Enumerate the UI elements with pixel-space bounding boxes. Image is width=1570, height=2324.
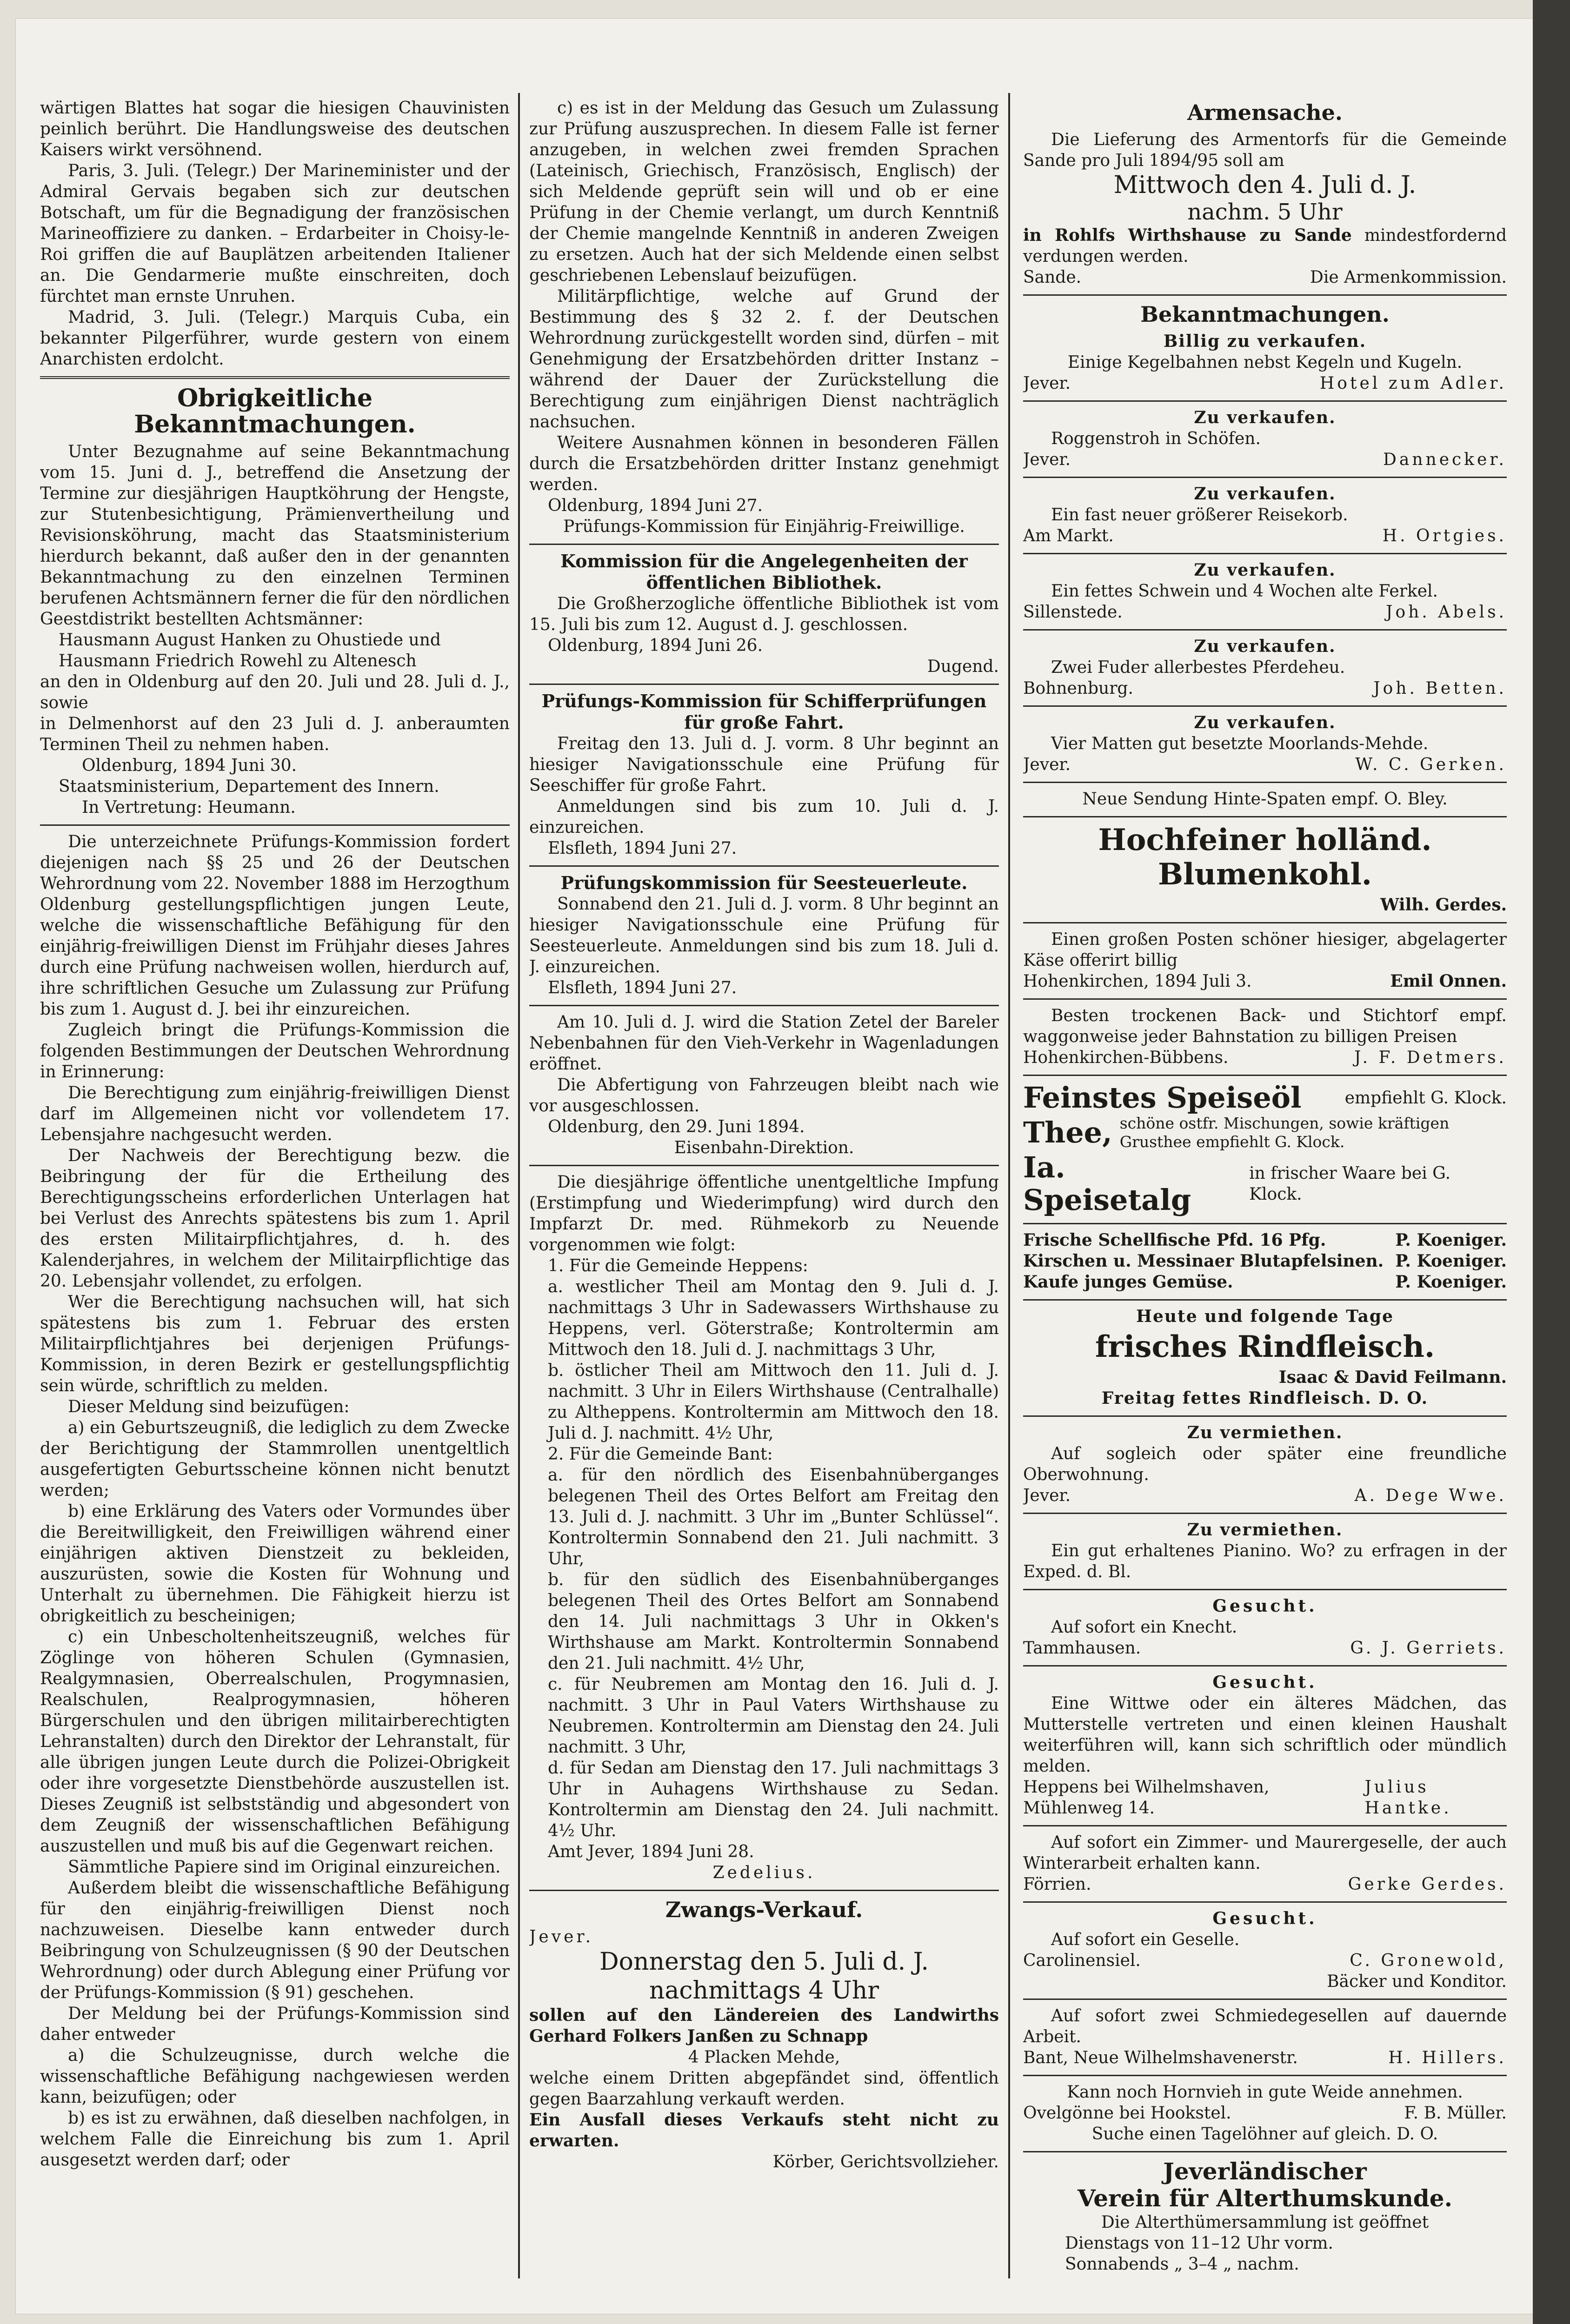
notice-paragraph: Außerdem bleibt die wissenschaftliche Befähigung für den einjährig-freiwilligen Dienst noch nachzuweisen. Dieselbe kann entweder durch Beibringung von Schulzeugnissen (§ 90 der Deutschen Wehrordnung) oder durch Ablegung einer Prüfung vor der Prüfungs-Kommission (§ 91) geschehen.: [40, 1879, 510, 2002]
ad-signature: Joh. Betten.: [1373, 679, 1507, 698]
ad-place: Am Markt.: [1023, 526, 1114, 545]
ad-signature: G. J. Gerriets.: [1350, 1639, 1507, 1658]
divider: [1023, 294, 1507, 296]
divider: [1023, 705, 1507, 707]
ad-signature: P. Koeniger.: [1395, 1230, 1507, 1250]
ad-signature: Wilh. Gerdes.: [1380, 895, 1507, 915]
divider: [1023, 2075, 1507, 2076]
ad-text: Auf sogleich oder später eine freundliche Oberwohnung.: [1023, 1444, 1507, 1484]
ad-text: Auf sofort ein Zimmer- und Maurergeselle, der auch Winterarbeit erhalten kann.: [1023, 1833, 1507, 1873]
divider: [529, 684, 999, 685]
column-2: [529, 98, 999, 2278]
divider: [529, 1165, 999, 1166]
divider: [1023, 1075, 1507, 1076]
ad-text: Ein gut erhaltenes Pianino. Wo? zu erfragen in der Exped. d. Bl.: [1023, 1541, 1507, 1581]
ad-heading: Gesucht.: [1212, 1673, 1317, 1692]
divider: [1023, 1901, 1507, 1903]
ad-signature: Dannecker.: [1383, 450, 1507, 469]
news-paragraph: Madrid, 3. Juli. (Telegr.) Marquis Cuba, ein bekannter Pilgerführer, wurde gestern von einem Anarchisten erdolcht.: [40, 308, 510, 369]
divider: [1023, 1513, 1507, 1514]
divider: [1023, 816, 1507, 817]
news-paragraph: wärtigen Blattes hat sogar die hiesigen Chauvinisten peinlich berührt. Die Handlungsweise des deutschen Kaisers wirkt versöhnend.: [40, 99, 510, 159]
ad-headline: Jeverländischer: [1163, 2158, 1367, 2185]
divider: [1023, 1665, 1507, 1667]
notice-item: d. für Sedan am Dienstag den 17. Juli nachmittags 3 Uhr in Auhagens Wirthshause zu Sedan. Kontroltermin am Dienstag den 24. Juli nachmitt. 4½ Uhr.: [548, 1759, 999, 1840]
divider: [40, 376, 510, 379]
divider: [1023, 782, 1507, 783]
ad-signature: Gerke Gerdes.: [1348, 1875, 1507, 1894]
ad-signature: H. Hillers.: [1388, 2048, 1507, 2067]
ad-text: Vier Matten gut besetzte Moorlands-Mehde.: [1051, 734, 1429, 753]
ad-text: Suche einen Tagelöhner auf gleich. D. O.: [1091, 2125, 1438, 2144]
ad-signature: Hotel zum Adler.: [1319, 374, 1507, 393]
ad-headline: Hochfeiner holländ. Blumenkohl.: [1098, 823, 1432, 892]
notice-heading: Prüfungskommission für Seesteuerleute.: [560, 872, 968, 893]
ad-place: Jever.: [1023, 755, 1071, 774]
notice-heading: Prüfungs-Kommission für Schifferprüfungen für große Fahrt.: [541, 691, 987, 733]
notice-date: Oldenburg, 1894 Juni 30.: [82, 756, 297, 775]
column-rule: [1008, 93, 1010, 2278]
ad-text: Kann noch Hornvieh in gute Weide annehmen.: [1067, 2083, 1463, 2102]
ad-text: schöne ostfr. Mischungen, sowie kräftigen Grusthee empfiehlt G. Klock.: [1119, 1114, 1450, 1151]
notice-paragraph: c) ein Unbescholtenheitszeugniß, welches für Zöglinge von höheren Schulen (Gymnasien, Realgymnasien, Oberrealschulen, Progymnasien, Realschulen, Realprogymnasien, höheren Bürgerschulen und den übrigen militairberechtigten Lehranstalten) durch den Direktor der Lehranstalt, für alle übrigen jungen Leute durch die Polizei-Obrigkeit oder ihre vorgesetzte Dienstbehörde auszustellen ist. Dieses Zeugniß ist selbstständig und abgesondert von dem Zeugniß der wissenschaftlichen Befähigung auszustellen und muß bis auf die Gegenwart reichen.: [40, 1627, 510, 1856]
ad-text: Auf sofort zwei Schmiedegesellen auf dauernde Arbeit.: [1023, 2006, 1507, 2046]
ad-heading: Zu verkaufen.: [1194, 560, 1336, 580]
divider: [1023, 477, 1507, 478]
ad-text: Dienstags von 11–12 Uhr vorm.: [1065, 2234, 1333, 2253]
notice-signature: Körber, Gerichtsvollzieher.: [772, 2152, 999, 2171]
ad-place: Ovelgönne bei Hookstel.: [1023, 2104, 1231, 2123]
ad-heading: Zu verkaufen.: [1194, 637, 1336, 656]
notice-paragraph: Dieser Meldung sind beizufügen:: [68, 1397, 350, 1416]
ad-signature: P. Koeniger.: [1395, 1272, 1507, 1292]
ad-signature: F. B. Müller.: [1404, 2104, 1507, 2123]
ad-signature: Die Armenkommission.: [1310, 268, 1507, 287]
notice-signature: Eisenbahn-Direktion.: [674, 1138, 854, 1157]
notice-line: Hausmann Friedrich Rowehl zu Altenesch: [59, 651, 417, 671]
notice-paragraph: b) eine Erklärung des Vaters oder Vormundes über die Bereitwilligkeit, den Freiwilligen während einer einjährigen aktiven Dienstzeit zu bekleiden, auszurüsten, sowie die Kosten für Wohnung und Unterhalt zu übernehmen. Die Fähigkeit hierzu ist obrigkeitlich zu bescheinigen;: [40, 1502, 510, 1626]
ad-text: Eine Wittwe oder ein älteres Mädchen, das Mutterstelle vertreten und einen kleinen Haushalt weiterführen will, kann sich schriftlich oder mündlich melden.: [1023, 1694, 1507, 1776]
notice-item: a. für den nördlich des Eisenbahnüberganges belegenen Theil des Ortes Belfort am Freitag den 13. Juli d. J. nachmitt. 3 Uhr im „Bunter Schlüssel“. Kontroltermin Sonnabend den 21. Juli nachmitt. 3 Uhr,: [548, 1466, 999, 1568]
notice-paragraph: Wer die Berechtigung nachsuchen will, hat sich spätestens bis zum 1. Februar des ersten Militairpflichtjahres bei derjenigen Prüfungs-Kommission, in deren Bezirk er gestellungspflichtig sein würde, schriftlich zu melden.: [40, 1293, 510, 1395]
notice-date: Elsfleth, 1894 Juni 27.: [548, 839, 737, 858]
section-heading: Bekanntmachungen.: [1140, 302, 1390, 327]
notice-paragraph: Sonnabend den 21. Juli d. J. vorm. 8 Uhr beginnt an hiesiger Navigationsschule eine Prüfung für Seesteuerleute. Anmeldungen sind bis zum 18. Juli d. J. einzureichen.: [529, 895, 999, 976]
notice-item: c. für Neubremen am Montag den 16. Juli d. J. nachmitt. 3 Uhr in Paul Vaters Wirthshause zu Neubremen. Kontroltermin am Dienstag den 24. Juli nachmitt. 3 Uhr,: [548, 1675, 999, 1757]
ad-place: Jever.: [1023, 1486, 1071, 1505]
ad-text: Frische Schellfische Pfd. 16 Pfg.: [1023, 1230, 1326, 1250]
ad-place: Carolinensiel.: [1023, 1951, 1141, 1970]
ad-text: Zwei Fuder allerbestes Pferdeheu.: [1051, 658, 1345, 677]
notice-line: 1. Für die Gemeinde Heppens:: [548, 1256, 808, 1275]
ad-signature: W. C. Gerken.: [1355, 755, 1507, 774]
ad-signature: Isaac & David Feilmann.: [1278, 1368, 1507, 1387]
ad-heading: Zu verkaufen.: [1194, 408, 1336, 427]
sale-time: nachmittags 4 Uhr: [649, 1977, 879, 2005]
ad-place: Sillenstede.: [1023, 603, 1123, 622]
ad-headline: Thee,: [1023, 1116, 1112, 1149]
ad-heading: Zu verkaufen.: [1194, 484, 1336, 504]
ad-text: Auf sofort ein Knecht.: [1051, 1618, 1237, 1637]
notice-signature: Zedelius.: [712, 1863, 816, 1882]
news-paragraph: Paris, 3. Juli. (Telegr.) Der Marineminister und der Admiral Gervais begaben sich zur deutschen Botschaft, um für die Begnadigung der französischen Marineoffiziere zu danken. – Erdarbeiter in Choisy-le-Roi griffen die auf Bauplätzen arbeitenden Italiener an. Die Gendarmerie mußte einschreiten, doch fürchtet man ernste Unruhen.: [40, 161, 510, 306]
ad-headline: frisches Rindfleisch.: [1095, 1329, 1435, 1364]
notice-paragraph: Zugleich bringt die Prüfungs-Kommission die folgenden Bestimmungen der Deutschen Wehrordnung in Erinnerung:: [40, 1021, 510, 1082]
notice-place: in Rohlfs Wirthshause zu Sande: [1023, 226, 1352, 245]
notice-heading: Kommission für die Angelegenheiten der öffentlichen Bibliothek.: [560, 551, 968, 593]
ad-heading: Heute und folgende Tage: [1136, 1307, 1394, 1326]
ad-text: Freitag fettes Rindfleisch. D. O.: [1101, 1388, 1429, 1408]
divider: [1023, 2151, 1507, 2152]
notice-paragraph: welche einem Dritten abgepfändet sind, öffentlich gegen Baarzahlung verkauft werden.: [529, 2069, 999, 2109]
notice-paragraph: Die unterzeichnete Prüfungs-Kommission fordert diejenigen nach §§ 25 und 26 der Deutschen Wehrordnung vom 22. November 1888 im Herzogthum Oldenburg gestellungspflichtigen jungen Leute, welche die wissenschaftliche Befähigung für den einjährig-freiwilligen Dienst im Frühjahr dieses Jahres durch eine Prüfung nachweisen wollen, hierdurch auf, ihre schriftlichen Gesuche um Zulassung zur Prüfung bis zum 1. August d. J. bei ihr einzureichen.: [40, 832, 510, 1019]
ad-signature: Joh. Abels.: [1386, 603, 1507, 622]
divider: [1023, 400, 1507, 402]
ad-text: empfiehlt G. Klock.: [1344, 1088, 1507, 1108]
notice-signature: Staatsministerium, Departement des Innern.: [59, 777, 439, 796]
notice-paragraph: b) es ist zu erwähnen, daß dieselben nachfolgen, in welchem Falle die Einreichung bis zum 1. April ausgesetzt werden darf; oder: [40, 2109, 510, 2170]
ad-signature: Emil Onnen.: [1390, 971, 1507, 991]
ad-text: Neue Sendung Hinte-Spaten empf. O. Bley.: [1082, 790, 1448, 809]
ad-headline: Feinstes Speiseöl: [1023, 1081, 1302, 1115]
notice-paragraph: Der Nachweis der Berechtigung bezw. die Beibringung der für die Ertheilung des Berechtigungsscheins erforderlichen Unterlagen hat bei Verlust des Anrechts spätestens bis zum 1. April des ersten Militairpflichtjahres, d. h. des Kalenderjahres, in welchem der Militairpflichtige das 20. Lebensjahr vollendet, zu erfolgen.: [40, 1146, 510, 1291]
notice-paragraph: Anmeldungen sind bis zum 10. Juli d. J. einzureichen.: [529, 797, 999, 837]
ad-signature: Bäcker und Konditor.: [1327, 1972, 1507, 1991]
divider: [1023, 1223, 1507, 1224]
notice-item: b. östlicher Theil am Mittwoch den 11. Juli d. J. nachmitt. 3 Uhr in Eilers Wirthshause (Centralhalle) zu Altheppens. Kontroltermin am Mittwoch den 18. Juli d. J. nachmitt. 4½ Uhr,: [548, 1361, 999, 1443]
divider: [1023, 922, 1507, 923]
column-1: [40, 98, 510, 2278]
notice-paragraph: Die Berechtigung zum einjährig-freiwilligen Dienst darf im Allgemeinen nicht vor vollendetem 17. Lebensjahre nachgesucht werden.: [40, 1083, 510, 1144]
notice-paragraph: a) die Schulzeugnisse, durch welche die wissenschaftliche Befähigung nachgewiesen werden kann, beizufügen; oder: [40, 2046, 510, 2107]
ad-headline: Verein für Alterthumskunde.: [1078, 2185, 1452, 2212]
notice-date: Amt Jever, 1894 Juni 28.: [548, 1842, 754, 1861]
divider: [1023, 1825, 1507, 1826]
ad-place: Sande.: [1023, 268, 1082, 287]
ad-place: Tammhausen.: [1023, 1639, 1141, 1658]
ad-place: Förrien.: [1023, 1875, 1091, 1894]
divider: [1023, 1415, 1507, 1417]
notice-paragraph: Die diesjährige öffentliche unentgeltliche Impfung (Erstimpfung und Wiederimpfung) wird durch den Impfarzt Dr. med. Rühmekorb zu Neuende vorgenommen wie folgt:: [529, 1173, 999, 1255]
notice-line: an den in Oldenburg auf den 20. Juli und 28. Juli d. J., sowie: [40, 672, 510, 712]
ad-heading: Billig zu verkaufen.: [1163, 332, 1367, 351]
notice-line: Hausmann August Hanken zu Ohustiede und: [59, 631, 441, 650]
ad-text: Roggenstroh in Schöfen.: [1051, 429, 1261, 448]
ad-text: Kirschen u. Messinaer Blutapfelsinen.: [1023, 1251, 1384, 1271]
column-3: [1023, 98, 1507, 2278]
notice-paragraph: Sämmtliche Papiere sind im Original einzureichen.: [68, 1858, 501, 1877]
divider: [529, 865, 999, 867]
section-heading: Zwangs-Verkauf.: [665, 1897, 863, 1922]
notice-signature: In Vertretung: Heumann.: [82, 798, 296, 817]
column-rule: [518, 93, 520, 2278]
ad-signature: C. Gronewold,: [1350, 1951, 1507, 1970]
ad-text: Sonnabends „ 3–4 „ nachm.: [1065, 2255, 1299, 2274]
divider: [1023, 629, 1507, 631]
ad-text: Kaufe junges Gemüse.: [1023, 1272, 1233, 1292]
notice-date: Oldenburg, 1894 Juni 26.: [548, 636, 763, 655]
notice-paragraph: Weitere Ausnahmen können in besonderen Fällen durch die Ersatzbehörden dritter Instanz genehmigt werden.: [529, 433, 999, 494]
divider: [1023, 1589, 1507, 1590]
ad-signature: A. Dege Wwe.: [1354, 1486, 1507, 1505]
ad-heading: Gesucht.: [1212, 1596, 1317, 1616]
notice-line: mindestfordernd verdungen werden.: [1023, 226, 1507, 266]
notice-paragraph: c) es ist in der Meldung das Gesuch um Zulassung zur Prüfung auszusprechen. In diesem Falle ist ferner anzugeben, in welchen zwei fremden Sprachen (Lateinisch, Griechisch, Französisch, Englisch) der sich Meldende geprüft sein will und ob er eine Prüfung in der Chemie verlangt, um durch Kenntniß der Chemie mangelnde Kenntniß in anderen Zweigen zu ersetzen. Auch hat der sich Meldende einen selbst geschriebenen Lebenslauf beizufügen.: [529, 99, 999, 285]
sale-date: Donnerstag den 5. Juli d. J.: [599, 1948, 929, 1976]
notice-date: Oldenburg, 1894 Juni 27.: [548, 496, 763, 515]
ad-place: Heppens bei Wilhelmshaven, Mühlenweg 14.: [1023, 1778, 1270, 1818]
ad-heading: Gesucht.: [1212, 1909, 1317, 1928]
ad-signature: H. Ortgies.: [1382, 526, 1507, 545]
notice-date: Oldenburg, den 29. Juni 1894.: [548, 1117, 805, 1136]
ad-text: Ein fast neuer größerer Reisekorb.: [1051, 505, 1348, 525]
ad-signature: J. F. Detmers.: [1354, 1048, 1507, 1067]
ad-heading: Zu verkaufen.: [1194, 713, 1336, 732]
ad-heading: Zu vermiethen.: [1187, 1423, 1343, 1442]
ad-place: Bohnenburg.: [1023, 679, 1133, 698]
notice-paragraph: Militärpflichtige, welche auf Grund der Bestimmung des § 32 2. f. der Deutschen Wehrordnung zurückgestellt worden sind, dürfen – mit Genehmigung der Ersatzbehörden dritter Instanz – während der Dauer der Zurückstellung die Berechtigung zum einjährigen Dienst nachträglich nachsuchen.: [529, 287, 999, 432]
notice-paragraph: Ein Ausfall dieses Verkaufs steht nicht zu erwarten.: [529, 2110, 999, 2151]
notice-paragraph: Die Lieferung des Armentorfs für die Gemeinde Sande pro Juli 1894/95 soll am: [1023, 130, 1507, 170]
ad-text: Besten trockenen Back- und Stichtorf empf. waggonweise jeder Bahnstation zu billigen Preisen: [1023, 1006, 1507, 1046]
notice-time: nachm. 5 Uhr: [1187, 199, 1343, 225]
notice-paragraph: Freitag den 13. Juli d. J. vorm. 8 Uhr beginnt an hiesiger Navigationsschule eine Prüfung für Seeschiffer für große Fahrt.: [529, 734, 999, 795]
notice-paragraph: Der Meldung bei der Prüfungs-Kommission sind daher entweder: [40, 2004, 510, 2044]
notice-item: a. westlicher Theil am Montag den 9. Juli d. J. nachmittags 3 Uhr in Sadewassers Wirthshause zu Heppens, verl. Göterstraße; Kontroltermin am Mittwoch den 18. Juli d. J. nachmittags 3 Uhr,: [548, 1277, 999, 1359]
notice-date: Mittwoch den 4. Juli d. J.: [1113, 171, 1417, 199]
notice-signature: Dugend.: [927, 657, 999, 676]
notice-item: b. für den südlich des Eisenbahnüberganges belegenen Theil des Ortes Belfort am Sonnabend den 14. Juli nachmittags 3 Uhr in Okken's Wirthshause am Markt. Kontroltermin Sonnabend den 21. Juli nachmitt. 4½ Uhr,: [548, 1570, 999, 1673]
notice-paragraph: Am 10. Juli d. J. wird die Station Zetel der Bareler Nebenbahnen für den Vieh-Verkehr in Wagenladungen eröffnet.: [529, 1013, 999, 1074]
divider: [1023, 1999, 1507, 2000]
ad-headline: Ia. Speisetalg: [1023, 1150, 1191, 1217]
notice-paragraph: Die Abfertigung von Fahrzeugen bleibt nach wie vor ausgeschlossen.: [529, 1076, 999, 1116]
ad-place: Hohenkirchen-Bübbens.: [1023, 1048, 1229, 1067]
notice-signature: Prüfungs-Kommission für Einjährig-Freiwillige.: [563, 517, 965, 536]
ad-place: Jever.: [529, 1927, 594, 1946]
divider: [529, 544, 999, 545]
ad-text: Auf sofort ein Geselle.: [1051, 1930, 1240, 1949]
ad-signature: Julius Hantke.: [1364, 1778, 1452, 1818]
notice-paragraph: sollen auf den Ländereien des Landwirths Gerhard Folkers Janßen zu Schnapp: [529, 2005, 999, 2046]
ad-text: in frischer Waare bei G. Klock.: [1249, 1164, 1451, 1204]
section-heading: Obrigkeitliche Bekanntmachungen.: [134, 384, 416, 438]
divider: [1023, 553, 1507, 554]
divider: [40, 824, 510, 826]
ad-text: Einige Kegelbahnen nebst Kegeln und Kugeln.: [1067, 353, 1463, 372]
ad-text: Einen großen Posten schöner hiesiger, abgelagerter Käse offerirt billig: [1023, 930, 1507, 970]
notice-line: 2. Für die Gemeinde Bant:: [548, 1445, 773, 1464]
notice-line: in Delmenhorst auf den 23 Juli d. J. anberaumten Terminen Theil zu nehmen haben.: [40, 714, 510, 754]
ad-place: Bant, Neue Wilhelmshavenerstr.: [1023, 2048, 1298, 2067]
ad-signature: P. Koeniger.: [1395, 1251, 1507, 1271]
scan-edge: [1533, 0, 1570, 2324]
divider: [1023, 1299, 1507, 1301]
notice-paragraph: a) ein Geburtszeugniß, die lediglich zu dem Zwecke der Berichtigung der Stammrollen unentgeltlich ausgefertigten Geburtsscheine können nicht benutzt werden;: [40, 1418, 510, 1500]
divider: [529, 1005, 999, 1006]
divider: [529, 1890, 999, 1891]
ad-text: Ein fettes Schwein und 4 Wochen alte Ferkel.: [1051, 582, 1438, 601]
ad-place: Hohenkirchen, 1894 Juli 3.: [1023, 972, 1252, 991]
ad-text: Die Alterthümersammlung ist geöffnet: [1101, 2213, 1429, 2232]
section-heading: Armensache.: [1187, 100, 1343, 125]
ad-heading: Zu vermiethen.: [1187, 1520, 1343, 1540]
ad-place: Jever.: [1023, 450, 1071, 469]
notice-line: 4 Placken Mehde,: [688, 2048, 840, 2067]
notice-date: Elsfleth, 1894 Juni 27.: [548, 978, 737, 997]
notice-paragraph: Die Großherzogliche öffentliche Bibliothek ist vom 15. Juli bis zum 12. August d. J. geschlossen.: [529, 594, 999, 634]
notice-paragraph: Unter Bezugnahme auf seine Bekanntmachung vom 15. Juni d. J., betreffend die Ansetzung der Termine zur diesjährigen Hauptköhrung der Hengste, zur Stutenbesichtigung, Prämienvertheilung und Revisionsköhrung, macht das Staatsministerium hierdurch bekannt, daß außer den in der genannten Bekanntmachung zu den einzelnen Terminen berufenen Achtsmännern ferner die für den nördlichen Geestdistrikt bestellten Achtsmänner:: [40, 442, 510, 629]
ad-place: Jever.: [1023, 374, 1071, 393]
divider: [1023, 998, 1507, 1000]
